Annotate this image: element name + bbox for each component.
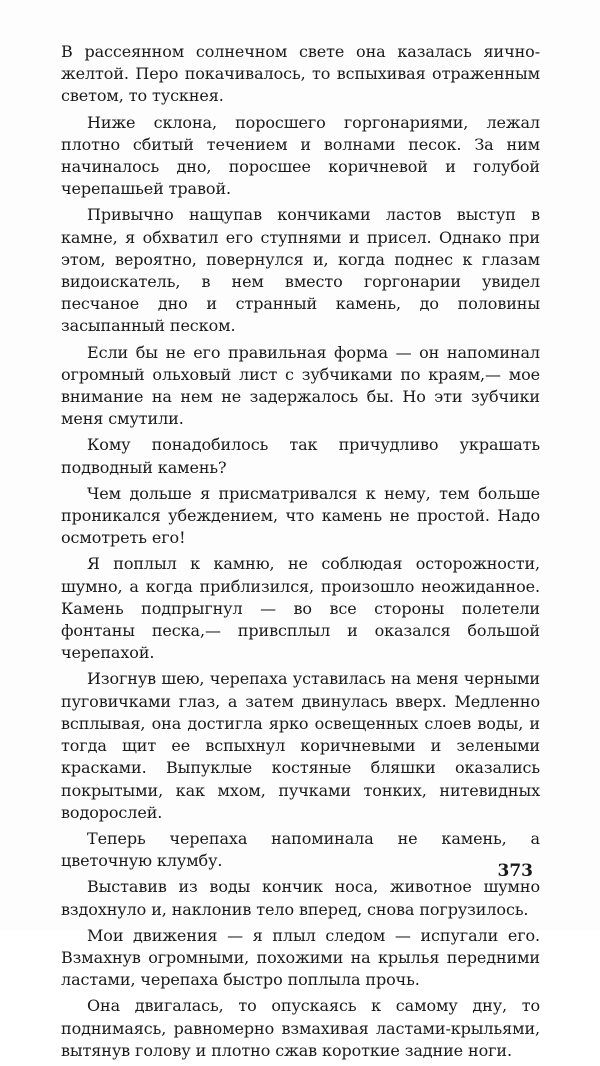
paragraph: Мои движения — я плыл следом — испугали его. Взмахнув огромными, похожими на крылья передними ластами, черепаха быстро поплыла прочь. bbox=[61, 925, 540, 990]
paragraph: Чем дольше я присматривался к нему, тем больше проникался убеждением, что камень не простой. Надо осмотреть его! bbox=[61, 483, 540, 548]
paragraph: Ниже склона, поросшего горгонариями, лежал плотно сбитый течением и волнами песок. За ним начиналось дно, поросшее коричневой и голубой черепашьей травой. bbox=[61, 112, 540, 199]
paragraph: Я поплыл к камню, не соблюдая осторожности, шумно, а когда приблизился, произошло неожиданное. Камень подпрыгнул — во все стороны полетели фонтаны песка,— привсплыл и оказался большой черепахой. bbox=[61, 554, 540, 663]
paragraph: Привычно нащупав кончиками ластов выступ в камне, я обхватил его ступнями и присел. Однако при этом, вероятно, повернулся и, когда поднес к глазам видоискатель, в нем вместо горгонарии увидел песчаное дно и странный камень, до половины засыпанный песком. bbox=[61, 205, 540, 336]
paragraph: Если бы не его правильная форма — он напоминал огромный ольховый лист с зубчиками по краям,— мое внимание на нем не задержалось бы. Но эти зубчики меня смутили. bbox=[61, 342, 540, 429]
body-text bbox=[61, 41, 540, 1066]
paragraph: Кому понадобилось так причудливо украшать подводный камень? bbox=[61, 435, 540, 477]
page-number: 373 bbox=[497, 861, 533, 881]
paragraph: Она двигалась, то опускаясь к самому дну, то поднимаясь, равномерно взмахивая ластами-крыльями, вытянув голову и плотно сжав короткие задние ноги. bbox=[61, 996, 540, 1060]
paragraph: Теперь черепаха напоминала не камень, а цветочную клумбу. bbox=[61, 828, 540, 871]
paragraph: Изогнув шею, черепаха уставилась на меня черными пуговичками глаз, а затем двинулась вверх. Медленно всплывая, она достигла ярко освещенных слоев воды, и тогда щит ее вспыхнул коричневыми и зелеными красками. Выпуклые костяные бляшки оказались покрытыми, как мхом, пучками тонких, нитевидных водорослей. bbox=[61, 669, 540, 822]
paragraph: В рассеянном солнечном свете она казалась яично-желтой. Перо покачивалось, то вспыхивая отраженным светом, то тускнея. bbox=[61, 42, 540, 106]
paragraph: Выставив из воды кончик носа, животное шумно вздохнуло и, наклонив тело вперед, снова погрузилось. bbox=[61, 877, 540, 919]
